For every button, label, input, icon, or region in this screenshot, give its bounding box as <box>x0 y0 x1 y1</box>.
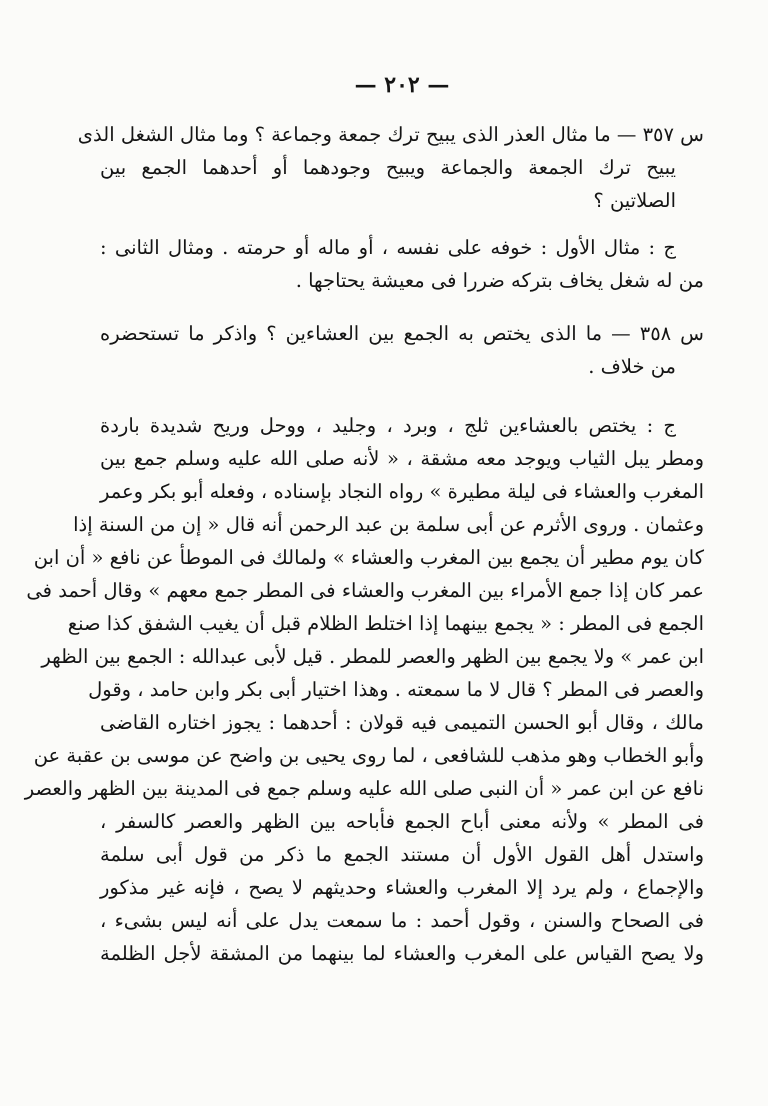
answer-358-line: ج : يختص بالعشاءين ثلج ، وبرد ، وجليد ، ووحل وريح شديدة باردة <box>100 414 676 437</box>
answer-357-line: من له شغل يخاف بتركه ضررا فى معيشة يحتاجها . <box>295 269 704 292</box>
answer-358-line: وأبو الخطاب وهو مذهب للشافعى ، لما روى يحيى بن واضح عن موسى بن عقبة عن <box>33 744 704 767</box>
answer-358 <box>24 409 704 970</box>
question-357-line: س ٣٥٧ — ما مثال العذر الذى يبيح ترك جمعة وجماعة ؟ وما مثال الشغل الذى <box>77 123 704 146</box>
page-number: — ٢٠٢ — <box>354 72 450 98</box>
answer-358-line: ومطر يبل الثياب ويوجد معه مشقة ، « لأنه صلى الله عليه وسلم جمع بين <box>100 447 704 470</box>
answer-358-line: واستدل أهل القول الأول أن مستند الجمع ما ذكر من قول أبى سلمة <box>100 843 704 866</box>
answer-358-line: نافع عن ابن عمر « أن النبى صلى الله عليه وسلم جمع فى المدينة بين الظهر والعصر <box>24 777 704 800</box>
question-358-line: س ٣٥٨ — ما الذى يختص به الجمع بين العشاءين ؟ واذكر ما تستحضره <box>100 322 704 345</box>
answer-357 <box>100 231 704 297</box>
question-358-line: من خلاف . <box>588 355 676 378</box>
answer-358-line: ولا يصح القياس على المغرب والعشاء لما بينهما من المشقة لأجل الظلمة <box>100 942 704 965</box>
answer-358-line: والإجماع ، ولم يرد إلا المغرب والعشاء وحديثهم لا يصح ، فإنه غير مذكور <box>100 876 704 899</box>
question-357-line: يبيح ترك الجمعة والجماعة ويبيح وجودهما أو أحدهما الجمع بين <box>100 156 676 179</box>
question-358 <box>100 317 704 383</box>
question-357 <box>77 118 704 217</box>
answer-358-line: فى الصحاح والسنن ، وقول أحمد : ما سمعت يدل على أنه ليس بشىء ، <box>100 909 704 932</box>
answer-358-line: مالك ، وقال أبو الحسن التميمى فيه قولان : أحدهما : يجوز اختاره القاضى <box>100 711 704 734</box>
answer-358-line: كان يوم مطير أن يجمع بين المغرب والعشاء » ولمالك فى الموطأ عن نافع « أن ابن <box>33 546 704 569</box>
answer-357-line: ج : مثال الأول : خوفه على نفسه ، أو ماله أو حرمته . ومثال الثانى : <box>100 236 676 259</box>
question-357-line: الصلاتين ؟ <box>593 189 676 212</box>
answer-358-line: الجمع فى المطر : « يجمع بينهما إذا اختلط الظلام قبل أن يغيب الشفق كذا صنع <box>67 612 704 635</box>
answer-358-line: فى المطر » ولأنه معنى أباح الجمع فأباحه بين الظهر والعصر كالسفر ، <box>100 810 704 833</box>
answer-358-line: وعثمان . وروى الأثرم عن أبى سلمة بن عبد الرحمن أنه قال « إن من السنة إذا <box>73 513 704 536</box>
answer-358-line: عمر كان إذا جمع الأمراء بين المغرب والعشاء فى المطر جمع معهم » وقال أحمد فى <box>26 579 704 602</box>
answer-358-line: ابن عمر » ولا يجمع بين الظهر والعصر للمطر . قيل لأبى عبدالله : الجمع بين الظهر <box>41 645 704 668</box>
answer-358-line: المغرب والعشاء فى ليلة مطيرة » رواه النجاد بإسناده ، وفعله أبو بكر وعمر <box>100 480 704 503</box>
answer-358-line: والعصر فى المطر ؟ قال لا ما سمعته . وهذا اختيار أبى بكر وابن حامد ، وقول <box>88 678 704 701</box>
